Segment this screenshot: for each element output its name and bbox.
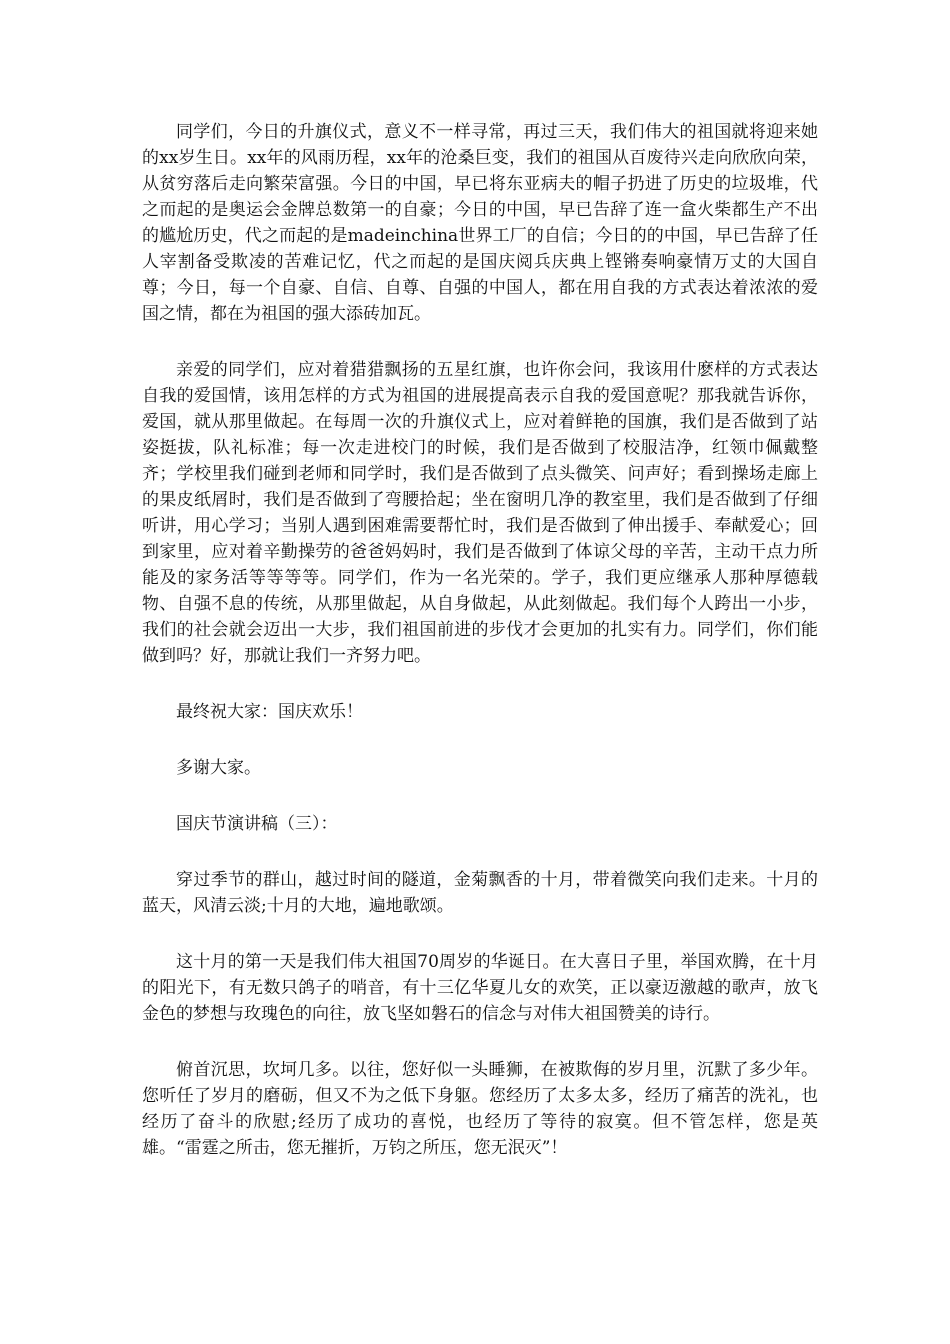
paragraph-closing-wish: 最终祝大家：国庆欢乐！ [176,702,363,722]
paragraph-anniversary: 这十月的第一天是我们伟大祖国70周岁的华诞日。在大喜日子里，举国欢腾，在十月的阳光下，有无数只鸽子的哨音，有十三亿华夏儿女的欢笑，正以豪迈激越的歌声，放飞金色的梦想与玫瑰色的向往，放飞坚如磐石的信念与对伟大祖国赞美的诗行。 [142,952,818,1024]
section-heading: 国庆节演讲稿（三）： [176,814,338,834]
paragraph-thanks: 多谢大家。 [176,758,261,778]
paragraph-flag-ceremony: 同学们，今日的升旗仪式，意义不一样寻常，再过三天，我们伟大的祖国就将迎来她的xx岁生日。xx年的风雨历程，xx年的沧桑巨变，我们的祖国从百废待兴走向欣欣向荣，从贫穷落后走向繁荣富强。今日的中国，早已将东亚病夫的帽子扔进了历史的垃圾堆，代之而起的是奥运会金牌总数第一的自豪；今日的中国，早已告辞了连一盒火柴都生产不出的尴尬历史，代之而起的是madeinchina世界工厂的自信；今日的的中国，早已告辞了任人宰割备受欺凌的苦难记忆，代之而起的是国庆阅兵庆典上铿锵奏响豪情万丈的大国自尊；今日，每一个自豪、自信、自尊、自强的中国人，都在用自我的方式表达着浓浓的爱国之情，都在为祖国的强大添砖加瓦。 [142,122,818,324]
document-body [142,119,818,1191]
paragraph-reflection: 俯首沉思，坎坷几多。以往，您好似一头睡狮，在被欺侮的岁月里，沉默了多少年。您听任了岁月的磨砺，但又不为之低下身躯。您经历了太多太多，经历了痛苦的洗礼，也经历了奋斗的欣慰;经历了成功的喜悦，也经历了等待的寂寞。但不管怎样，您是英雄。“雷霆之所击，您无摧折，万钧之所压，您无泯灭”！ [142,1060,818,1158]
paragraph-patriotism: 亲爱的同学们，应对着猎猎飘扬的五星红旗，也许你会问，我该用什麽样的方式表达自我的爱国情，该用怎样的方式为祖国的进展提高表示自我的爱国意呢？那我就告诉你，爱国，就从那里做起。在每周一次的升旗仪式上，应对着鲜艳的国旗，我们是否做到了站姿挺拔，队礼标准；每一次走进校门的时候，我们是否做到了校服洁净，红领巾佩戴整齐；学校里我们碰到老师和同学时，我们是否做到了点头微笑、问声好；看到操场走廊上的果皮纸屑时，我们是否做到了弯腰拾起；坐在窗明几净的教室里，我们是否做到了仔细听讲，用心学习；当别人遇到困难需要帮忙时，我们是否做到了伸出援手、奉献爱心；回到家里，应对着辛勤操劳的爸爸妈妈时，我们是否做到了体谅父母的辛苦，主动干点力所能及的家务活等等等等。同学们，作为一名光荣的。学子，我们更应继承人那种厚德载物、自强不息的传统，从那里做起，从自身做起，从此刻做起。我们每个人跨出一小步，我们的社会就会迈出一大步，我们祖国前进的步伐才会更加的扎实有力。同学们，你们能做到吗？好，那就让我们一齐努力吧。 [142,360,818,666]
paragraph-october: 穿过季节的群山，越过时间的隧道，金菊飘香的十月，带着微笑向我们走来。十月的蓝天，风清云淡;十月的大地，遍地歌颂。 [142,870,818,916]
